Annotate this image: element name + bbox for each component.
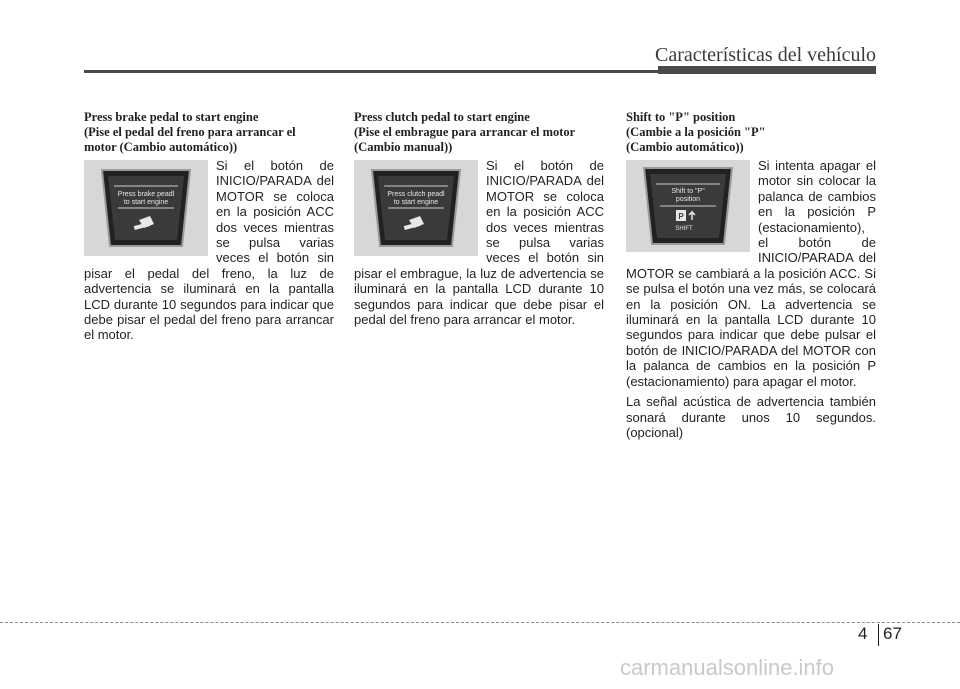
watermark: carmanualsonline.info [620,655,835,680]
heading-line: motor (Cambio automático)) [84,140,238,154]
page-number-separator [878,624,879,646]
column-shift [626,110,876,440]
column-clutch [354,110,604,327]
page-number: 67 [883,624,902,643]
figure-label: Press brake peadl [117,191,175,198]
paragraph: Si el botón de INICIO/PARADA del MOTOR se coloca en la posición ACC dos veces mientras se pulsa varias veces el botón sin pisar el embrague, la luz de advertencia se iluminará en la pantalla LCD durante 10 segundos para indicar que debe pisar el pedal del freno para arrancar el motor. [354,158,604,328]
figure-label: P [678,212,684,221]
header-rule [84,70,876,73]
heading-brake [84,110,334,155]
figure-label: to start engine [123,199,169,206]
heading-line: (Cambio manual)) [354,140,453,154]
heading-line: (Cambio automático)) [626,140,744,154]
heading-line: Shift to "P" position [626,110,736,124]
heading-line: (Cambie a la posición "P" [626,125,766,139]
lcd-brake-figure [84,160,208,256]
lcd-clutch-figure [354,160,478,256]
figure-label: SHIFT [675,226,693,232]
heading-shift [626,110,876,155]
section-number: 4 [858,624,868,643]
figure-label: to start engine [393,199,439,206]
heading-line: Press clutch pedal to start engine [354,110,530,124]
paragraph: Si intenta apagar el motor sin colocar la palanca de cambios en la posición P (estacionamiento), el botón de INICIO/PARADA del MOTOR se cambiará a la posición ACC. Si se pulsa el botón una vez más, se colocará en la posición ON. La advertencia se iluminará en la pantalla LCD durante 10 segundos para indicar que debe pulsar el botón de INICIO/PARADA del MOTOR con la palanca de cambios en la posición P (estacionamiento) para apagar el motor. [626,158,876,389]
heading-clutch [354,110,604,155]
figure-label: Shift to "P" [671,188,705,195]
section-title: Características del vehículo [654,44,876,66]
paragraph: Si el botón de INICIO/PARADA del MOTOR se coloca en la posición ACC dos veces mientras se pulsa varias veces el botón sin pisar el pedal del freno, la luz de advertencia se iluminará en la pantalla LCD durante 10 segundos para indicar que debe pisar el pedal del freno para arrancar el motor. [84,158,334,343]
paragraph: La señal acústica de advertencia también sonará durante unos 10 segundos. (opcional) [626,394,876,440]
heading-line: Press brake pedal to start engine [84,110,259,124]
heading-line: (Pise el embrague para arrancar el motor [354,125,576,139]
heading-line: (Pise el pedal del freno para arrancar el [84,125,296,139]
footer-rule [0,622,960,623]
lcd-shift-figure [626,160,750,252]
column-brake [84,110,334,343]
figure-label: position [675,196,701,203]
figure-label: Press clutch peadl [387,191,445,198]
